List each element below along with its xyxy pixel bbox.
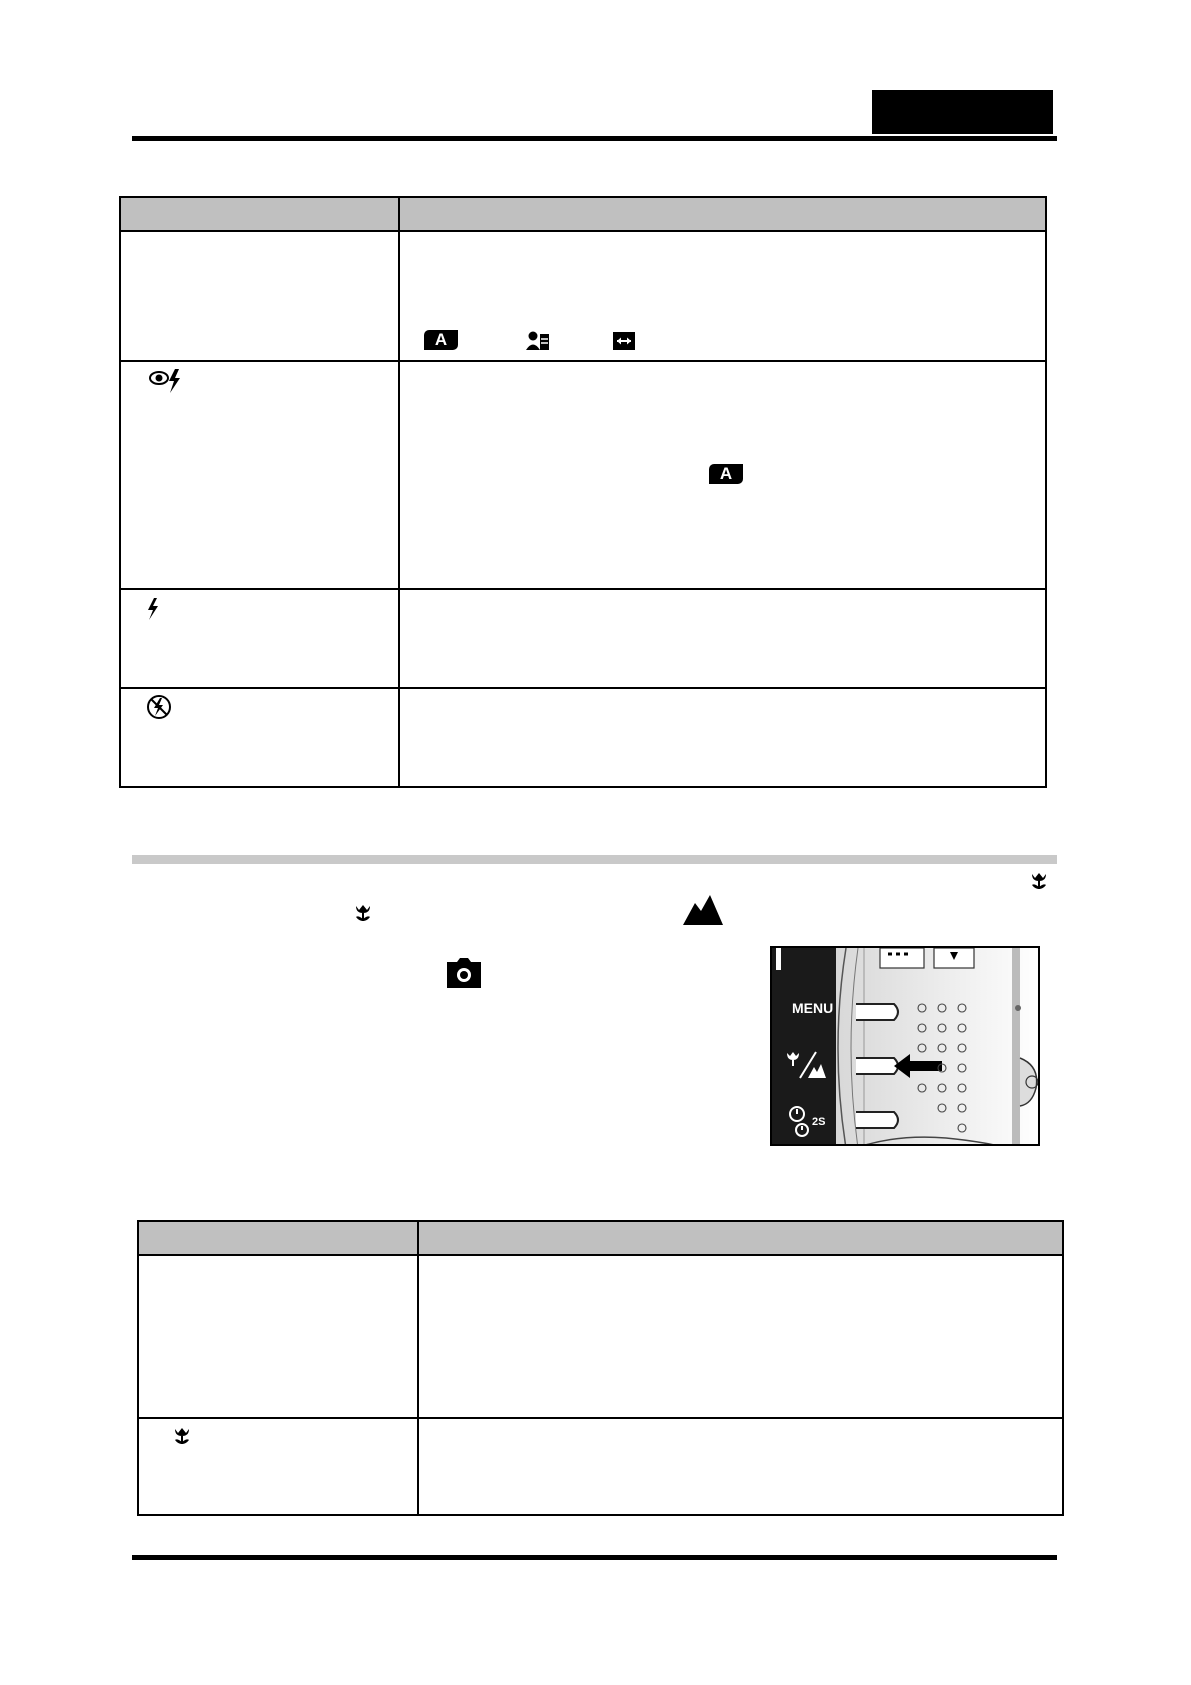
table-row <box>120 231 1046 361</box>
section-divider <box>132 855 1057 864</box>
macro-flower-icon <box>1030 872 1048 895</box>
auto-flash-icon: A <box>709 464 743 484</box>
table-row <box>120 688 1046 787</box>
camera-body-drawing <box>836 948 1040 1146</box>
macro-mode-cell <box>138 1418 418 1515</box>
table-header-row <box>120 197 1046 231</box>
table-row <box>120 361 1046 589</box>
camera-mode-icon <box>447 958 481 993</box>
table-header-row <box>138 1221 1063 1255</box>
timer-2s-label: 2S <box>812 1116 826 1128</box>
menu-button-label: MENU <box>792 1000 834 1016</box>
camera-button-illustration <box>770 946 1040 1146</box>
flash-on-description-cell <box>399 589 1046 688</box>
macro-landscape-label-icon <box>786 1050 826 1085</box>
portrait-scene-icon <box>526 330 550 357</box>
flash-mode-table <box>119 196 1047 788</box>
flash-auto-description-cell <box>399 231 1046 361</box>
table-row <box>120 589 1046 688</box>
macro-flower-icon <box>354 904 372 927</box>
mode-column-header <box>138 1221 418 1255</box>
macro-description-cell <box>418 1418 1063 1515</box>
normal-focus-mode-cell <box>138 1255 418 1418</box>
red-eye-mode-cell <box>120 361 399 589</box>
red-eye-description-cell <box>399 361 1046 589</box>
table-row <box>138 1255 1063 1418</box>
footer-rule <box>132 1555 1057 1560</box>
flash-off-mode-cell <box>120 688 399 787</box>
landscape-mountain-icon <box>683 895 723 930</box>
table-row <box>138 1418 1063 1515</box>
button-label-strip <box>772 948 836 1144</box>
header-rule <box>132 136 1057 141</box>
flash-on-icon <box>146 598 160 625</box>
language-tab <box>872 90 1053 134</box>
flash-on-mode-cell <box>120 589 399 688</box>
description-column-header <box>418 1221 1063 1255</box>
description-column-header <box>399 197 1046 231</box>
normal-focus-description-cell <box>418 1255 1063 1418</box>
red-eye-flash-icon <box>149 368 185 399</box>
flash-off-description-cell <box>399 688 1046 787</box>
macro-flower-icon <box>173 1427 191 1450</box>
mode-column-header <box>120 197 399 231</box>
self-timer-label-icon <box>788 1104 810 1143</box>
auto-flash-icon: A <box>424 330 458 350</box>
flash-auto-mode-cell <box>120 231 399 361</box>
flash-off-icon <box>146 694 172 725</box>
focus-mode-table <box>137 1220 1064 1516</box>
panorama-scene-icon <box>613 332 635 355</box>
